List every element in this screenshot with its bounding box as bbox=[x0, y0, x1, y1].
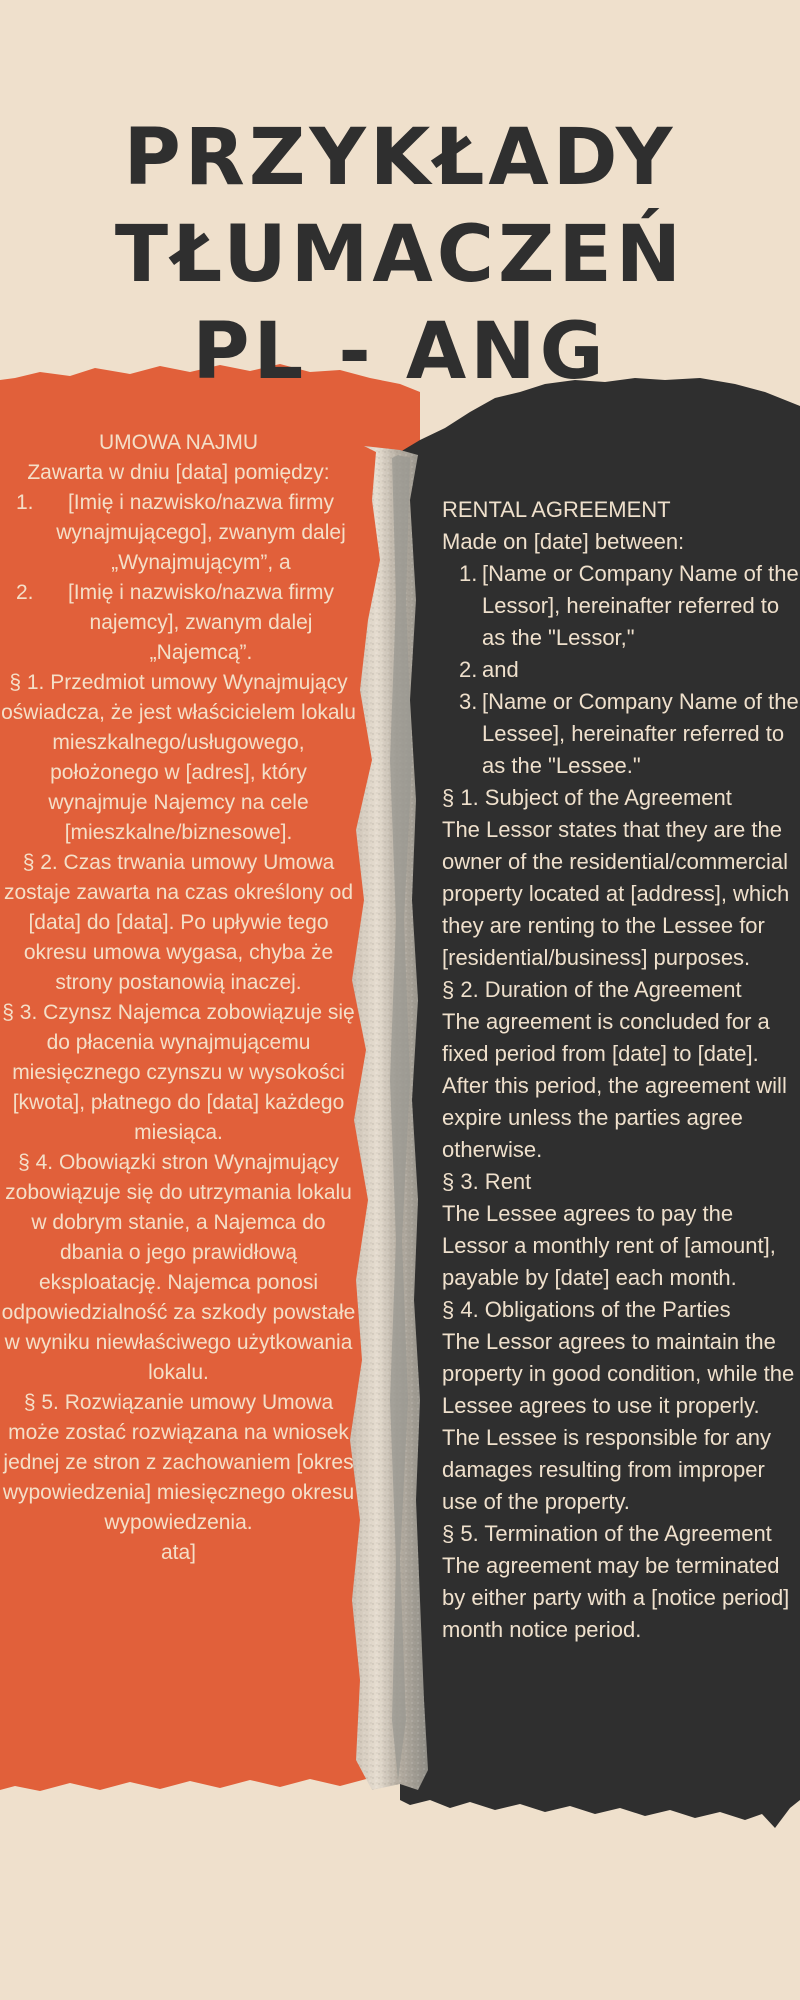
polish-contract-text bbox=[0, 428, 357, 1568]
polish-intro: Zawarta w dniu [data] pomiędzy: bbox=[27, 461, 330, 484]
polish-party-1 bbox=[0, 488, 357, 578]
english-section-5-body: The agreement may be terminated by either party with a [notice period] month notice period. bbox=[442, 1553, 790, 1642]
english-item-3-number: 3. bbox=[459, 689, 478, 714]
english-item-2 bbox=[442, 654, 800, 686]
english-contract-text bbox=[442, 494, 800, 1646]
title-line-2: TŁUMACZEŃ bbox=[114, 210, 686, 300]
polish-party-2 bbox=[0, 578, 357, 668]
polish-section-5: § 5. Rozwiązanie umowy Umowa może zostać rozwiązana na wniosek jednej ze stron z zachowaniem [okres wypowiedzenia] miesięcznego okresu wypowiedzenia. bbox=[2, 1391, 355, 1534]
title-line-3: PL - ANG bbox=[192, 307, 608, 397]
polish-party-1-text: [Imię i nazwisko/nazwa firmy wynajmującego], zwanym dalej „Wynajmującym”, a bbox=[56, 491, 346, 574]
english-section-1-title: § 1. Subject of the Agreement bbox=[442, 785, 732, 810]
english-section-1-body: The Lessor states that they are the owner of the residential/commercial property located at [address], which they are renting to the Lessee for [residential/business] purposes. bbox=[442, 817, 790, 970]
english-item-2-number: 2. bbox=[459, 657, 478, 682]
polish-tail: ata] bbox=[160, 1541, 197, 1564]
english-item-1 bbox=[442, 558, 800, 654]
english-item-3 bbox=[442, 686, 800, 782]
english-item-2-text: and bbox=[482, 657, 519, 682]
polish-section-3: § 3. Czynsz Najemca zobowiązuje się do płacenia wynajmującemu miesięcznego czynszu w wysokości [kwota], płatnego do [data] każdego miesiąca. bbox=[2, 1001, 355, 1144]
english-section-4-body: The Lessor agrees to maintain the property in good condition, while the Lessee agrees to use it properly. The Lessee is responsible for any damages resulting from improper use of the property. bbox=[442, 1329, 795, 1514]
title-line-1: PRZYKŁADY bbox=[123, 113, 677, 203]
english-section-4-title: § 4. Obligations of the Parties bbox=[442, 1297, 731, 1322]
polish-party-2-text: [Imię i nazwisko/nazwa firmy najemcy], zwanym dalej „Najemcą”. bbox=[67, 581, 335, 664]
english-section-3-title: § 3. Rent bbox=[442, 1169, 532, 1194]
english-heading: RENTAL AGREEMENT bbox=[442, 497, 671, 522]
english-item-3-text: [Name or Company Name of the Lessee], hereinafter referred to as the "Lessee." bbox=[482, 689, 799, 778]
english-intro: Made on [date] between: bbox=[442, 529, 685, 554]
polish-section-1: § 1. Przedmiot umowy Wynajmujący oświadcza, że jest właścicielem lokalu mieszkalnego/usługowego, położonego w [adres], który wynajmuje Najemcy na cele [mieszkalne/biznesowe]. bbox=[1, 671, 356, 844]
english-section-2-title: § 2. Duration of the Agreement bbox=[442, 977, 742, 1002]
english-section-5-title: § 5. Termination of the Agreement bbox=[442, 1521, 772, 1546]
page-title bbox=[0, 110, 800, 401]
english-item-1-text: [Name or Company Name of the Lessor], hereinafter referred to as the "Lessor," bbox=[482, 561, 799, 650]
polish-heading: UMOWA NAJMU bbox=[98, 431, 259, 454]
english-section-2-body: The agreement is concluded for a fixed period from [date] to [date]. After this period, the agreement will expire unless the parties agree otherwise. bbox=[442, 1009, 787, 1162]
polish-section-2: § 2. Czas trwania umowy Umowa zostaje zawarta na czas określony od [data] do [data]. Po upływie tego okresu umowa wygasa, chyba że strony postanowią inaczej. bbox=[3, 851, 353, 994]
polish-section-4: § 4. Obowiązki stron Wynajmujący zobowiązuje się do utrzymania lokalu w dobrym stanie, a Najemca do dbania o jego prawidłową eksploatację. Najemca ponosi odpowiedzialność za szkody powstałe w wyniku niewłaściwego użytkowania lokalu. bbox=[1, 1151, 356, 1384]
polish-party-1-number: 1. bbox=[16, 491, 34, 514]
english-item-1-number: 1. bbox=[459, 561, 478, 586]
english-section-3-body: The Lessee agrees to pay the Lessor a monthly rent of [amount], payable by [date] each month. bbox=[442, 1201, 776, 1290]
polish-party-2-number: 2. bbox=[16, 581, 34, 604]
